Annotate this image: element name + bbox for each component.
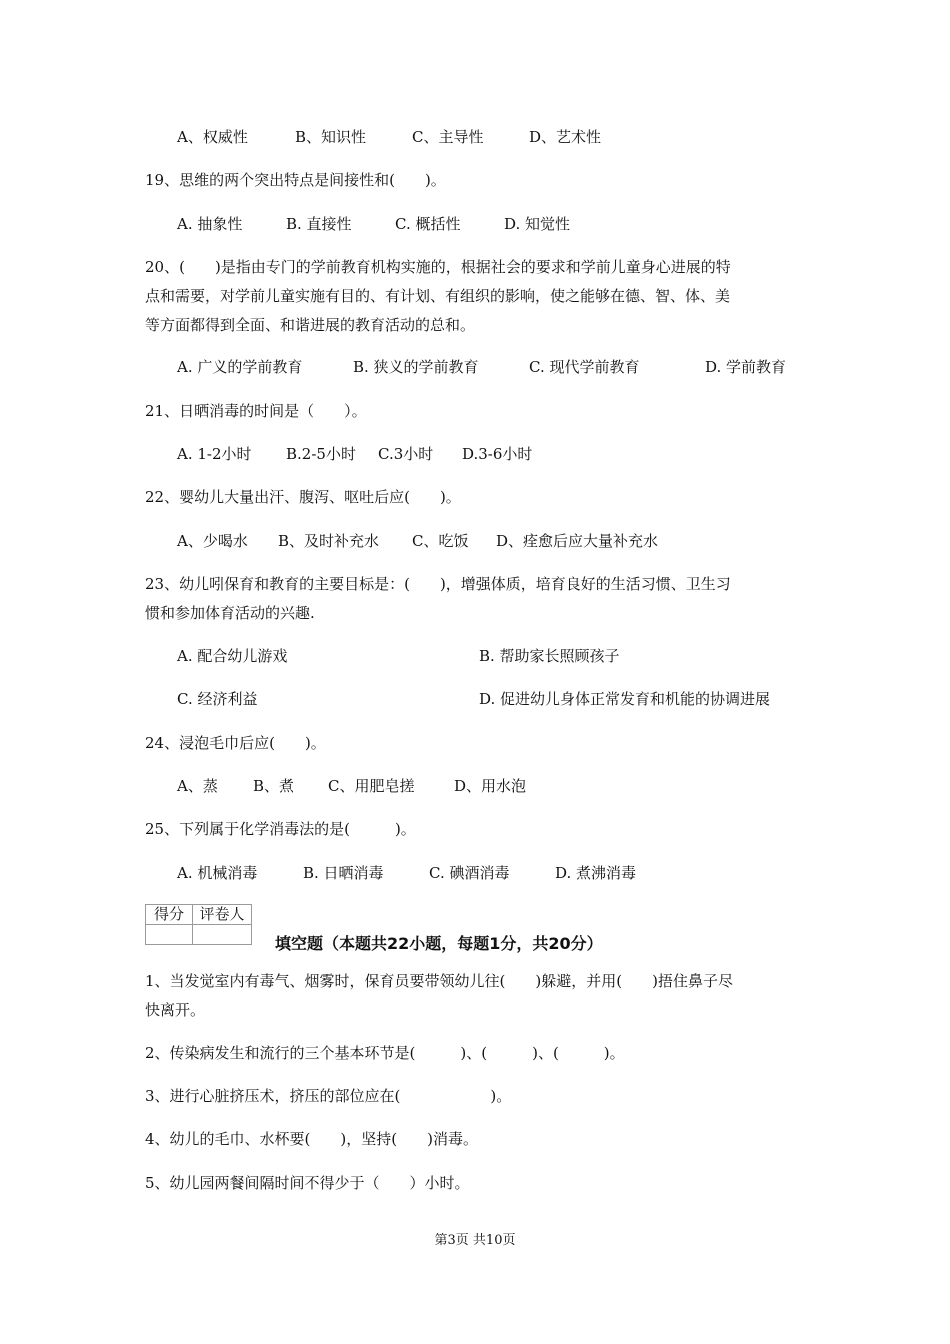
q25-option-b: B. 日晒消毒 (303, 864, 384, 882)
q22-question: 22、婴幼儿大量出汗、腹泻、呕吐后应( )。 (145, 488, 461, 506)
q20-question-line-2: 点和需要，对学前儿童实施有目的、有计划、有组织的影响，使之能够在德、智、体、美 (145, 287, 731, 305)
fill-q4: 4、幼儿的毛巾、水杯要( )，坚持( )消毒。 (145, 1130, 478, 1148)
grader-header: 评卷人 (193, 905, 252, 925)
q18-option-b: B、知识性 (295, 128, 367, 146)
q20-option-d: D. 学前教育 (705, 358, 787, 376)
q20-option-a: A. 广义的学前教育 (177, 358, 303, 376)
q23-question-line-1: 23、幼儿吲保育和教育的主要目标是：( )，增强体质，培育良好的生活习惯、卫生习 (145, 575, 731, 593)
q24-option-d: D、用水泡 (454, 777, 527, 795)
q24-option-a: A、蒸 (177, 777, 218, 795)
q25-option-d: D. 煮沸消毒 (555, 864, 637, 882)
q23-option-d: D. 促进幼儿身体正常发育和机能的协调进展 (479, 690, 771, 708)
q22-option-d: D、痊愈后应大量补充水 (496, 532, 659, 550)
q24-option-c: C、用肥皂搓 (328, 777, 415, 795)
q21-question: 21、日晒消毒的时间是（ ）。 (145, 402, 367, 420)
q20-question-line-1: 20、( )是指由专门的学前教育机构实施的，根据社会的要求和学前儿童身心进展的特 (145, 258, 731, 276)
q21-option-a: A. 1-2小时 (177, 445, 252, 463)
section-title: 填空题（本题共22小题，每题1分，共20分） (275, 934, 603, 953)
q19-question: 19、思维的两个突出特点是间接性和( )。 (145, 171, 446, 189)
q24-option-b: B、煮 (253, 777, 295, 795)
page-footer: 第3页 共10页 (434, 1233, 516, 1248)
q19-option-b: B. 直接性 (286, 215, 352, 233)
q18-option-d: D、艺术性 (529, 128, 602, 146)
q22-option-b: B、及时补充水 (278, 532, 380, 550)
q21-option-b: B.2-5小时 (286, 445, 356, 463)
q20-option-b: B. 狭义的学前教育 (353, 358, 479, 376)
q19-option-c: C. 概括性 (395, 215, 461, 233)
q24-question: 24、浸泡毛巾后应( )。 (145, 734, 326, 752)
q23-option-b: B. 帮助家长照顾孩子 (479, 647, 620, 665)
q22-option-a: A、少喝水 (177, 532, 248, 550)
q19-option-a: A. 抽象性 (177, 215, 243, 233)
score-header: 得分 (146, 905, 193, 925)
q22-option-c: C、吃饭 (412, 532, 469, 550)
q20-option-c: C. 现代学前教育 (529, 358, 640, 376)
q23-question-line-2: 惯和参加体育活动的兴趣. (145, 604, 315, 622)
fill-q2: 2、传染病发生和流行的三个基本环节是( )、( )、( )。 (145, 1044, 625, 1062)
fill-q1-line-2: 快离开。 (145, 1001, 206, 1019)
q18-option-c: C、主导性 (412, 128, 484, 146)
q25-question: 25、下列属于化学消毒法的是( )。 (145, 820, 416, 838)
score-cell (146, 925, 193, 945)
q21-option-d: D.3-6小时 (462, 445, 533, 463)
fill-q5: 5、幼儿园两餐间隔时间不得少于（ ）小时。 (145, 1174, 470, 1192)
fill-q3: 3、进行心脏挤压术，挤压的部位应在( )。 (145, 1087, 512, 1105)
q20-question-line-3: 等方面都得到全面、和谐进展的教育活动的总和。 (145, 316, 476, 334)
q25-option-a: A. 机械消毒 (177, 864, 258, 882)
q18-option-a: A、权威性 (177, 128, 248, 146)
fill-q1-line-1: 1、当发觉室内有毒气、烟雾时，保育员要带领幼儿往( )躲避，并用( )捂住鼻子尽 (145, 972, 733, 990)
q21-option-c: C.3小时 (378, 445, 434, 463)
q19-option-d: D. 知觉性 (504, 215, 571, 233)
score-table (145, 904, 252, 945)
grader-cell (193, 925, 252, 945)
q25-option-c: C. 碘酒消毒 (429, 864, 510, 882)
q23-option-c: C. 经济利益 (177, 690, 258, 708)
q23-option-a: A. 配合幼儿游戏 (177, 647, 288, 665)
